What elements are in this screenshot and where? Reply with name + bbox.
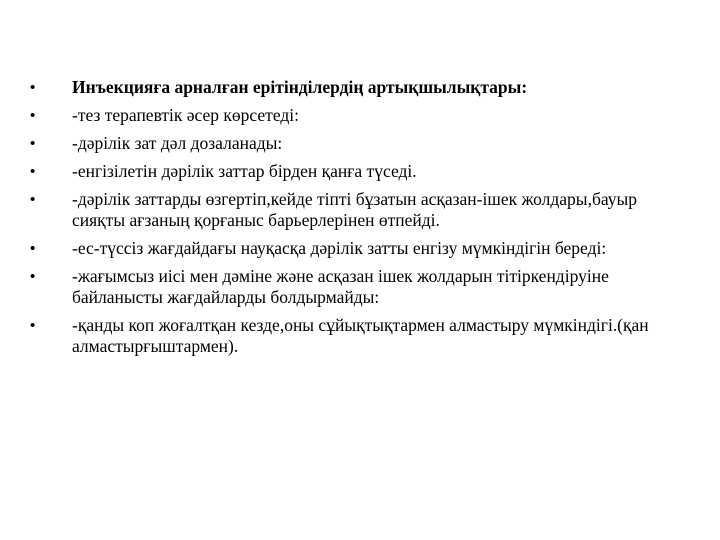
bullet-item-heading [30,77,670,98]
bullet-text: -ес-түссіз жағдайдағы науқасқа дәрілік затты енгізу мүмкіндігін береді: [72,238,607,258]
bullet-dot: • [30,79,36,96]
bullet-text: -жағымсыз иісі мен дәміне және асқазан ішек жолдарын тітіркендіруіне байланысты жағдайларды болдырмайды: [72,266,609,307]
bullet-list [30,77,670,364]
bullet-item [30,161,670,182]
bullet-item [30,133,670,154]
bullet-item [30,266,670,308]
bullet-dot: • [30,135,36,152]
bullet-text: -дәрілік заттарды өзгертіп,кейде тіпті бұзатын асқазан-ішек жолдары,бауыр сияқты ағзаның қорғаныс барьерлерінен өтпейді. [72,189,637,230]
bullet-dot: • [30,240,36,257]
bullet-item [30,238,670,259]
bullet-dot: • [30,163,36,180]
bullet-text: -қанды коп жоғалтқан кезде,оны сұйықтықтармен алмастыру мүмкіндігі.(қан алмастырғыштармен). [72,315,649,356]
bullet-dot: • [30,191,36,208]
bullet-item [30,315,670,357]
bullet-dot: • [30,268,36,285]
bullet-text: -енгізілетін дәрілік заттар бірден қанға түседі. [72,161,417,181]
bullet-text: -дәрілік зат дәл дозаланады: [72,133,283,153]
bullet-text: -тез терапевтік әсер көрсетеді: [72,105,299,125]
bullet-item [30,189,670,231]
bullet-text: Инъекцияға арналған ерітінділердің артықшылықтары: [72,77,528,97]
bullet-dot: • [30,107,36,124]
bullet-dot: • [30,317,36,334]
bullet-item [30,105,670,126]
